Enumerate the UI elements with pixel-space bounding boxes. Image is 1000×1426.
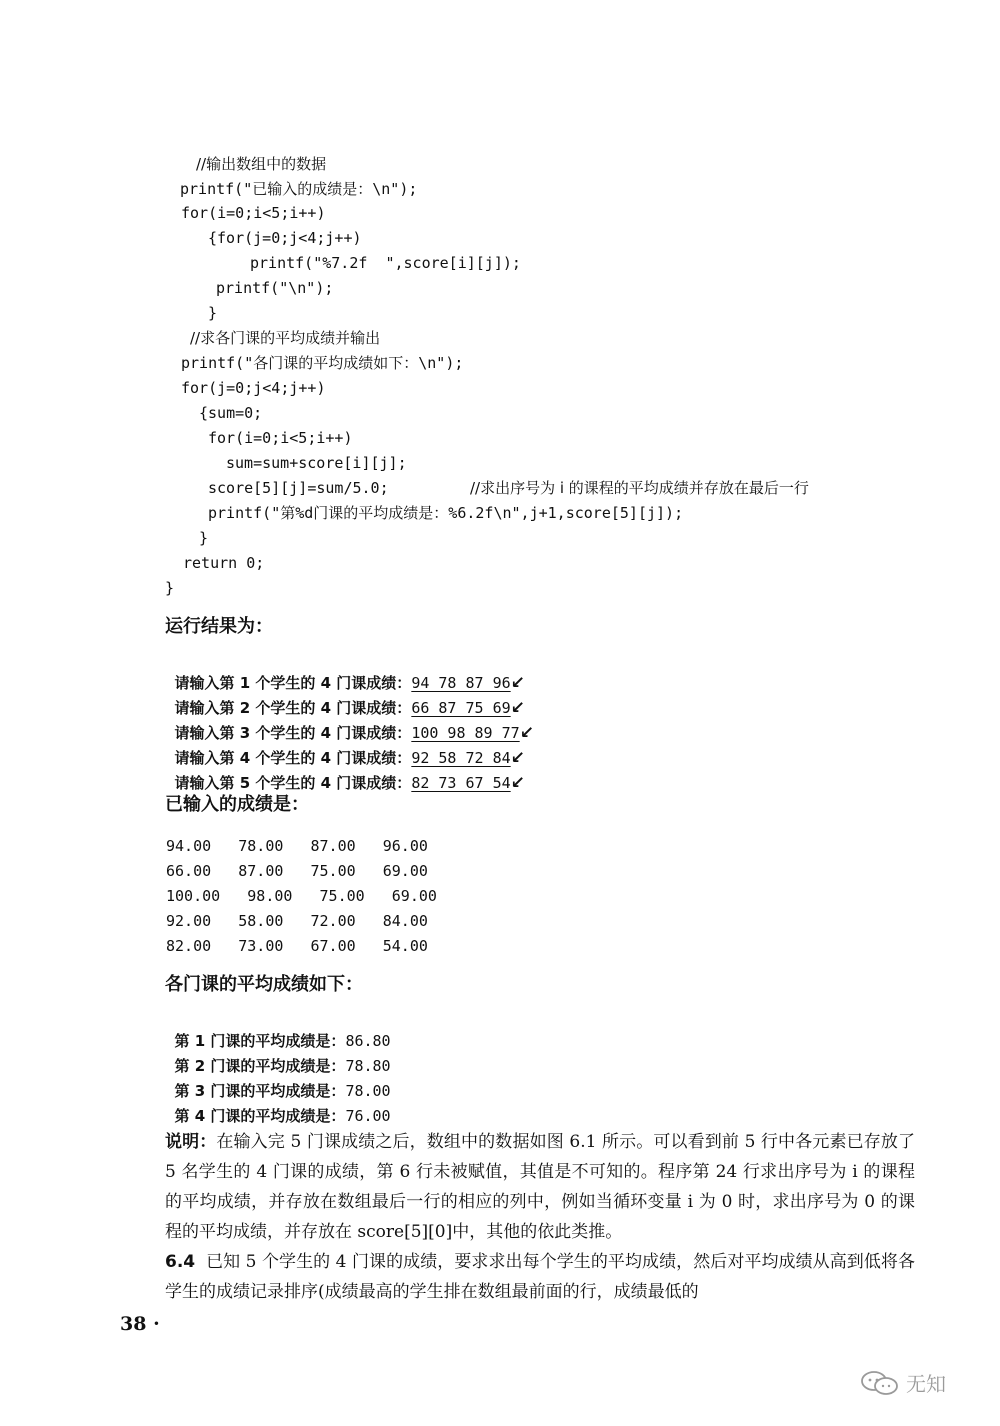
explanation-paragraph [165,1127,915,1247]
scores-label: 已输入的成绩是： [165,794,309,815]
code-line-16: } [199,529,209,547]
averages-label: 各门课的平均成绩如下： [165,974,363,995]
average-value: 76.00 [345,1107,391,1125]
score-row: 94.00 78.00 87.00 96.00 [166,837,428,855]
input-value: 94 78 87 96 [411,674,511,692]
score-row: 100.00 98.00 75.00 69.00 [166,887,437,905]
average-value: 78.80 [345,1057,391,1075]
input-value: 92 58 72 84 [411,749,511,767]
exercise-paragraph [165,1247,915,1307]
enter-arrow-icon: ↙ [510,698,525,718]
code-line-1: //输出数组中的数据 [196,155,327,173]
average-value: 78.00 [345,1082,391,1100]
code-line-18: } [165,579,175,597]
enter-arrow-icon: ↙ [510,773,525,793]
exercise-text: 已知 5 个学生的 4 门课的成绩，要求求出每个学生的平均成绩，然后对平均成绩从高到低将各学生的成绩记录排序(成绩最高的学生排在数组最前面的行，成绩最低的 [165,1252,915,1302]
code-line-7: } [208,304,218,322]
enter-arrow-icon: ↙ [510,748,525,768]
page-number: 38 [120,1313,147,1335]
code-line-10: for(j=0;j<4;j++) [181,379,326,397]
code-line-8: //求各门课的平均成绩并输出 [190,329,381,347]
explanation-text: 在输入完 5 门课成绩之后，数组中的数据如图 6.1 所示。可以看到前 5 行中各元素已存放了 5 名学生的 4 门课的成绩，第 6 行未被赋值，其值是不可知的。程序第 24 行求出序号为 i 的课程的平均成绩，并存放在数组最后一行的相应的列中，例如当循环变量 i 为 0 时，求出序号为 0 的课程的平均成绩，并存放在 score[5][0]中，其他的依此类推。 [165,1132,915,1242]
enter-arrow-icon: ↙ [510,673,525,693]
code-line-15: printf("第%d门课的平均成绩是：%6.2f\n",j+1,score[5][j]); [208,504,684,522]
code-line-5: printf("%7.2f ",score[i][j]); [250,254,521,272]
average-text: 第 1 门课的平均成绩是： [174,1032,346,1050]
watermark [860,1368,946,1397]
score-row: 92.00 58.00 72.00 84.00 [166,912,428,930]
input-prompt: 请输入第 5 个学生的 4 门课成绩： [174,774,412,792]
page-number-footer [120,1313,160,1335]
code-line-2: printf("已输入的成绩是：\n"); [180,180,418,198]
score-row: 66.00 87.00 75.00 69.00 [166,862,428,880]
code-line-9: printf("各门课的平均成绩如下：\n"); [181,354,464,372]
input-row [165,760,525,792]
code-line-17: return 0; [183,554,265,572]
average-row [165,1094,391,1124]
code-line-6: printf("\n"); [216,279,334,297]
explanation-label: 说明： [165,1132,217,1152]
code-comment: //求出序号为 i 的课程的平均成绩并存放在最后一行 [470,479,809,497]
exercise-number: 6.4 [165,1252,196,1272]
code-line-12: for(i=0;i<5;i++) [208,429,353,447]
average-text: 第 2 门课的平均成绩是： [174,1057,346,1075]
run-result-label: 运行结果为： [165,616,273,637]
average-text: 第 4 门课的平均成绩是： [174,1107,346,1125]
input-prompt: 请输入第 1 个学生的 4 门课成绩： [174,674,412,692]
average-value: 86.80 [345,1032,391,1050]
chat-bubbles-icon [860,1370,900,1396]
code-line-13: sum=sum+score[i][j]; [226,454,407,472]
input-prompt: 请输入第 4 个学生的 4 门课成绩： [174,749,412,767]
watermark-text: 无知 [906,1372,946,1396]
code-line-4: {for(j=0;j<4;j++) [208,229,362,247]
input-value: 100 98 89 77 [411,724,520,742]
input-value: 66 87 75 69 [411,699,511,717]
code-line-11: {sum=0; [199,404,263,422]
code-line-3: for(i=0;i<5;i++) [181,204,326,222]
average-text: 第 3 门课的平均成绩是： [174,1082,346,1100]
input-value: 82 73 67 54 [411,774,511,792]
score-row: 82.00 73.00 67.00 54.00 [166,937,428,955]
enter-arrow-icon: ↙ [519,723,534,743]
code-line-14: score[5][j]=sum/5.0; [208,479,389,497]
input-prompt: 请输入第 3 个学生的 4 门课成绩： [174,724,412,742]
page-number-dot: · [153,1313,160,1335]
input-prompt: 请输入第 2 个学生的 4 门课成绩： [174,699,412,717]
